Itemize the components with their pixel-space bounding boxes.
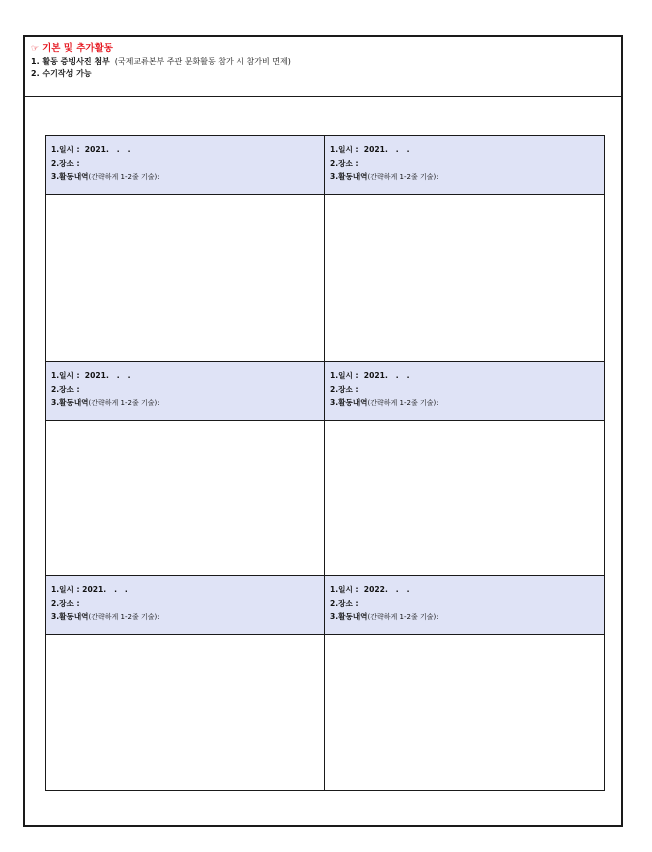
date-field[interactable]: 1.일시 : 2021. . .	[330, 145, 410, 154]
date-field[interactable]: 1.일시 : 2022. . .	[330, 585, 410, 594]
activity-info-1	[46, 136, 324, 195]
notice-line-1	[31, 56, 621, 68]
place-field[interactable]: 2.장소 :	[51, 384, 80, 394]
activity-cell-1	[46, 136, 325, 362]
activity-info-2	[325, 136, 604, 195]
activity-label: 3.활동내역	[330, 398, 368, 407]
document-frame	[23, 35, 623, 827]
photo-area-3[interactable]	[46, 421, 324, 575]
notice-title	[31, 42, 621, 56]
notice-title-text: 기본 및 추가활동	[42, 43, 113, 54]
activity-label: 3.활동내역	[51, 172, 89, 181]
activity-label: 3.활동내역	[51, 398, 89, 407]
activity-label: 3.활동내역	[330, 172, 368, 181]
activity-field[interactable]	[330, 170, 604, 185]
activity-cell-3	[46, 362, 325, 576]
activity-label: 3.활동내역	[330, 612, 368, 621]
photo-area-1[interactable]	[46, 195, 324, 361]
place-field[interactable]: 2.장소 :	[330, 598, 359, 608]
activity-info-6	[325, 576, 604, 635]
notice-line-2-text: 2. 수기작성 가능	[31, 69, 92, 78]
activity-cell-6	[325, 576, 604, 790]
activity-field[interactable]	[330, 610, 604, 625]
activity-cell-2	[325, 136, 604, 362]
activity-cell-4	[325, 362, 604, 576]
date-field[interactable]: 1.일시 : 2021. . .	[51, 371, 131, 380]
activity-hint: (간략하게 1-2줄 기술):	[88, 399, 160, 407]
activity-photo-grid	[45, 135, 605, 791]
activity-field[interactable]	[51, 610, 324, 625]
activity-hint: (간략하게 1-2줄 기술):	[367, 173, 439, 181]
notice-line-2	[31, 68, 621, 80]
activity-hint: (간략하게 1-2줄 기술):	[367, 399, 439, 407]
place-field[interactable]: 2.장소 :	[51, 598, 80, 608]
notice-section	[25, 37, 621, 97]
pointing-hand-icon: ☞	[31, 44, 40, 54]
place-field[interactable]: 2.장소 :	[330, 384, 359, 394]
date-field[interactable]: 1.일시 : 2021. . .	[51, 585, 128, 594]
activity-label: 3.활동내역	[51, 612, 89, 621]
notice-line-1-note: (국제교류본부 주관 문화활동 참가 시 참가비 면제)	[114, 57, 291, 66]
activity-hint: (간략하게 1-2줄 기술):	[88, 173, 160, 181]
activity-field[interactable]	[51, 170, 324, 185]
activity-info-5	[46, 576, 324, 635]
date-field[interactable]: 1.일시 : 2021. . .	[330, 371, 410, 380]
place-field[interactable]: 2.장소 :	[330, 158, 359, 168]
activity-info-3	[46, 362, 324, 421]
notice-line-1-label: 1. 활동 증빙사진 첨부	[31, 57, 110, 66]
photo-area-5[interactable]	[46, 635, 324, 790]
photo-area-6[interactable]	[325, 635, 604, 790]
photo-area-4[interactable]	[325, 421, 604, 575]
date-field[interactable]: 1.일시 : 2021. . .	[51, 145, 131, 154]
activity-field[interactable]	[330, 396, 604, 411]
activity-field[interactable]	[51, 396, 324, 411]
activity-cell-5	[46, 576, 325, 790]
activity-hint: (간략하게 1-2줄 기술):	[88, 613, 160, 621]
photo-area-2[interactable]	[325, 195, 604, 361]
activity-hint: (간략하게 1-2줄 기술):	[367, 613, 439, 621]
activity-info-4	[325, 362, 604, 421]
place-field[interactable]: 2.장소 :	[51, 158, 80, 168]
